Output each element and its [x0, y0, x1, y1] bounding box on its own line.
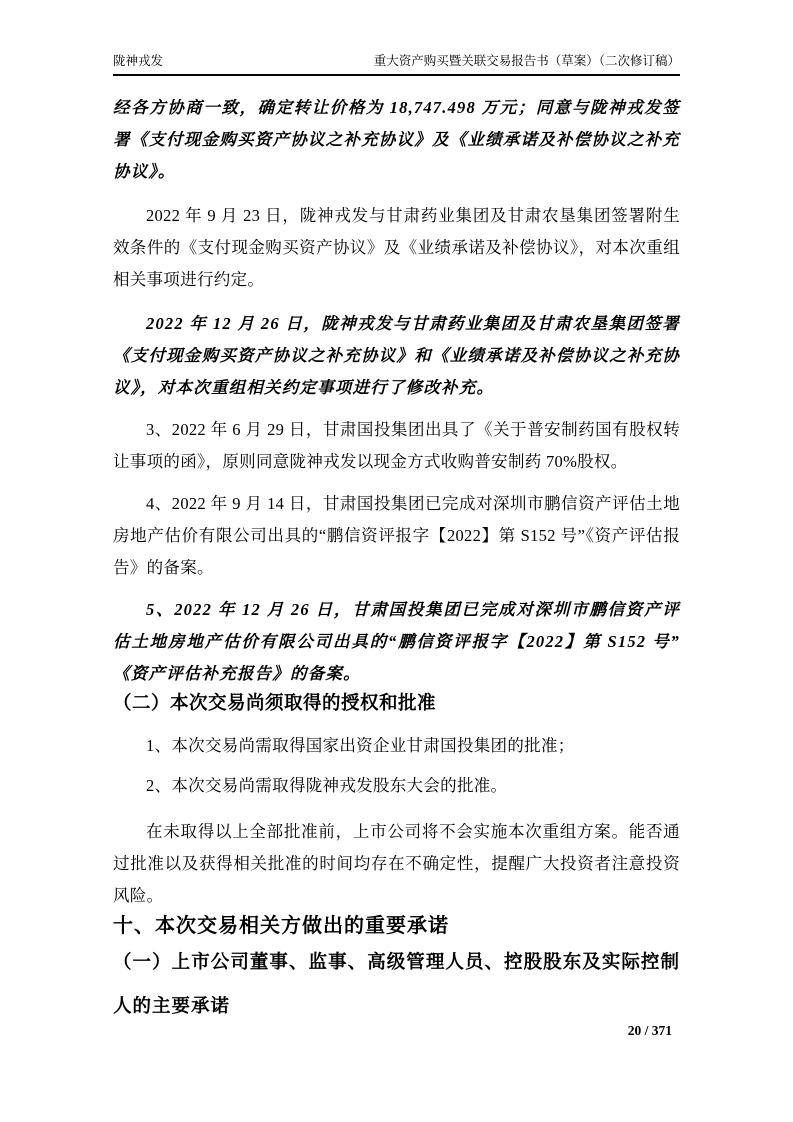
paragraph-item-5: 5、2022 年 12 月 26 日，甘肃国投集团已完成对深圳市鹏信资产评估土地房地产估价有限公司出具的“鹏信资评报字【2022】第 S152 号” 《资产评估补充报告》的备案。 — [113, 600, 680, 683]
section-heading-authorizations: （二）本次交易尚须取得的授权和批准 — [113, 692, 437, 713]
paragraph-supplementary-agreement: 2022 年 12 月 26 日，陇神戎发与甘肃药业集团及甘肃农垦集团签署《支付现金购买资产协议之补充协议》和《业绩承诺及补偿协议之补充协议》，对本次重组相关约定事项进行了修改补充。 — [113, 314, 680, 397]
document-body — [113, 90, 680, 1028]
section-heading-main-commitments: （一）上市公司董事、监事、高级管理人员、控股股东及实际控制人的主要承诺 — [113, 951, 680, 1016]
paragraph-item-3: 3、2022 年 6 月 29 日，甘肃国投集团出具了《关于普安制药国有股权转让事项的函》，原则同意陇神戎发以现金方式收购普安制药 70%股权。 — [113, 420, 680, 471]
page-number: 20 / 371 — [627, 1023, 672, 1038]
page-footer — [113, 1022, 672, 1040]
header-company-name: 陇神戎发 — [113, 54, 164, 68]
page-header — [113, 53, 680, 76]
paragraph-approval-2: 2、本次交易尚需取得陇神戎发股东大会的批准。 — [146, 776, 508, 795]
paragraph-risk-note: 在未取得以上全部批准前，上市公司将不会实施本次重组方案。能否通过批准以及获得相关批准的时间均存在不确定性，提醒广大投资者注意投资风险。 — [113, 822, 680, 905]
chapter-heading-commitments: 十、本次交易相关方做出的重要承诺 — [113, 915, 449, 937]
paragraph-agreement-signing: 2022 年 9 月 23 日，陇神戎发与甘肃药业集团及甘肃农垦集团签署附生效条件的《支付现金购买资产协议》及《业绩承诺及补偿协议》，对本次重组相关事项进行约定。 — [113, 206, 680, 289]
paragraph-item-4: 4、2022 年 9 月 14 日，甘肃国投集团已完成对深圳市鹏信资产评估土地房地产估价有限公司出具的“鹏信资评报字【2022】第 S152 号”《资产评估报告》的备案。 — [113, 494, 680, 577]
header-report-title: 重大资产购买暨关联交易报告书（草案）（二次修订稿） — [373, 54, 680, 68]
paragraph-approval-1: 1、本次交易尚需取得国家出资企业甘肃国投集团的批准； — [146, 736, 575, 755]
paragraph-transfer-price: 经各方协商一致，确定转让价格为 18,747.498 万元；同意与陇神戎发签署《支付现金购买资产协议之补充协议》及《业绩承诺及补偿协议之补充协议》。 — [113, 98, 680, 181]
